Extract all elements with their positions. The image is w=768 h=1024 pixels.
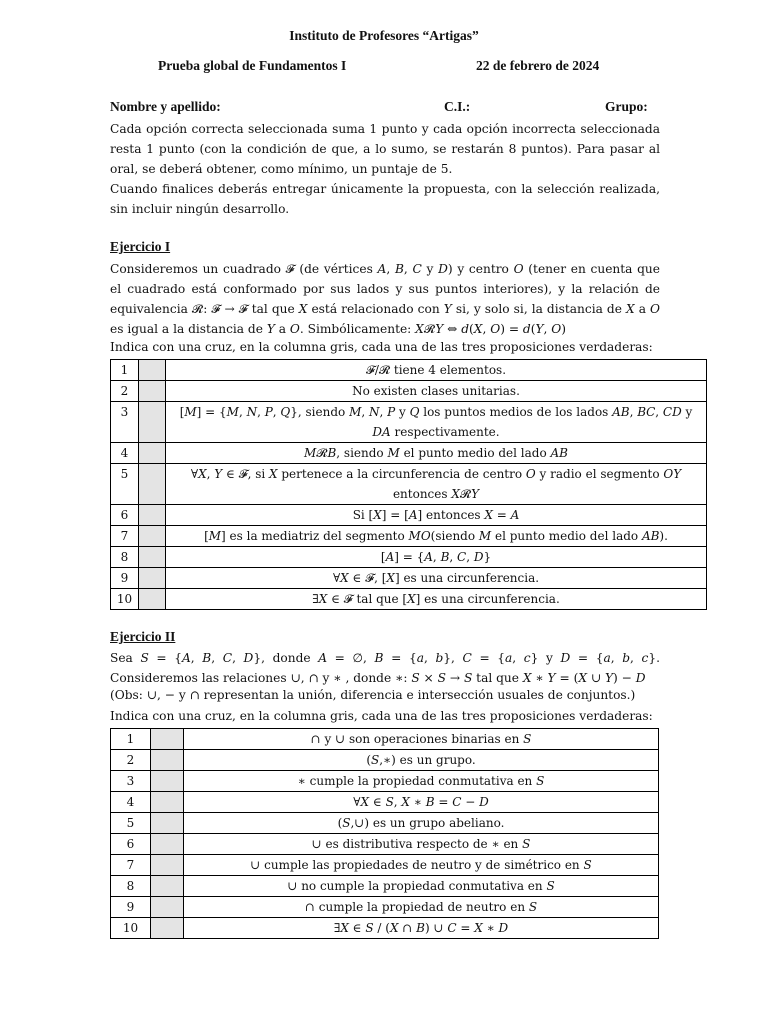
table-row [111, 547, 707, 568]
answer-checkbox-cell[interactable] [139, 464, 166, 505]
row-number: 2 [111, 750, 151, 771]
table-row [111, 855, 659, 876]
proposition-text: ∩ cumple la propiedad de neutro en 𝑆 [184, 897, 659, 918]
exercise2-statement: Sea 𝑆 = {𝐴, 𝐵, 𝐶, 𝐷}, donde 𝐴 = ∅, 𝐵 = {𝑎, 𝑏}, 𝐶 = {𝑎, 𝑐} y 𝐷 = {𝑎, 𝑏, 𝑐}. Consideremos las relaciones ∪, ∩ y ∗ , donde ∗: 𝑆 × 𝑆 → 𝑆 tal que 𝑋 ∗ 𝑌 = (𝑋 ∪ 𝑌) − 𝐷 [110, 651, 660, 685]
answer-checkbox-cell[interactable] [151, 876, 184, 897]
answer-checkbox-cell[interactable] [151, 813, 184, 834]
proposition-text: (𝑆,∗) es un grupo. [184, 750, 659, 771]
exam-title: Prueba global de Fundamentos I [158, 58, 347, 73]
row-number: 4 [111, 443, 139, 464]
proposition-text: ∩ y ∪ son operaciones binarias en 𝑆 [184, 729, 659, 750]
row-number: 10 [111, 589, 139, 610]
row-number: 9 [111, 897, 151, 918]
proposition-text: 𝑀𝓡𝐵, siendo 𝑀 el punto medio del lado 𝐴𝐵 [166, 443, 707, 464]
row-number: 4 [111, 792, 151, 813]
row-number: 2 [111, 381, 139, 402]
row-number: 6 [111, 834, 151, 855]
answer-checkbox-cell[interactable] [151, 792, 184, 813]
table-row [111, 792, 659, 813]
answer-checkbox-cell[interactable] [139, 402, 166, 443]
table-row [111, 505, 707, 526]
proposition-text: No existen clases unitarias. [166, 381, 707, 402]
answer-checkbox-cell[interactable] [151, 729, 184, 750]
table-row [111, 834, 659, 855]
proposition-text: ∃𝑋 ∈ 𝑆 / (𝑋 ∩ 𝐵) ∪ 𝐶 = 𝑋 ∗ 𝐷 [184, 918, 659, 939]
table-row [111, 813, 659, 834]
exercise2-table [110, 728, 659, 939]
exercise2-note: (Obs: ∪, − y ∩ representan la unión, diferencia e intersección usuales de conjuntos.) [110, 688, 636, 702]
proposition-text: ∃𝑋 ∈ 𝓕 tal que [𝑋] es una circunferencia. [166, 589, 707, 610]
row-number: 8 [111, 547, 139, 568]
answer-checkbox-cell[interactable] [139, 568, 166, 589]
table-row [111, 443, 707, 464]
table-row [111, 729, 659, 750]
row-number: 6 [111, 505, 139, 526]
answer-checkbox-cell[interactable] [151, 897, 184, 918]
proposition-text: ∪ no cumple la propiedad conmutativa en 𝑆 [184, 876, 659, 897]
table-row [111, 360, 707, 381]
table-row [111, 568, 707, 589]
table-row [111, 381, 707, 402]
proposition-text: ∀𝑋 ∈ 𝓕, [𝑋] es una circunferencia. [166, 568, 707, 589]
answer-checkbox-cell[interactable] [139, 589, 166, 610]
proposition-text: [𝑀] es la mediatriz del segmento 𝑀𝑂(siendo 𝑀 el punto medio del lado 𝐴𝐵). [166, 526, 707, 547]
answer-checkbox-cell[interactable] [139, 526, 166, 547]
proposition-text: ∪ es distributiva respecto de ∗ en 𝑆 [184, 834, 659, 855]
proposition-text: ∪ cumple las propiedades de neutro y de simétrico en 𝑆 [184, 855, 659, 876]
proposition-text: ∀𝑋, 𝑌 ∈ 𝓕, si 𝑋 pertenece a la circunferencia de centro 𝑂 y radio el segmento 𝑂𝑌 entonces 𝑋𝓡𝑌 [166, 464, 707, 505]
row-number: 5 [111, 813, 151, 834]
table-row [111, 897, 659, 918]
table-row [111, 589, 707, 610]
table-row [111, 876, 659, 897]
proposition-text: ∀𝑋 ∈ 𝑆, 𝑋 ∗ 𝐵 = 𝐶 − 𝐷 [184, 792, 659, 813]
exam-date: 22 de febrero de 2024 [476, 58, 600, 73]
table-row [111, 402, 707, 443]
exercise1-title: Ejercicio I [110, 239, 171, 254]
exercise2-instruction: Indica con una cruz, en la columna gris, cada una de las tres proposiciones verdaderas: [110, 709, 653, 723]
row-number: 9 [111, 568, 139, 589]
proposition-text: (𝑆,∪) es un grupo abeliano. [184, 813, 659, 834]
proposition-text: [𝐴] = {𝐴, 𝐵, 𝐶, 𝐷} [166, 547, 707, 568]
proposition-text: Si [𝑋] = [𝐴] entonces 𝑋 = 𝐴 [166, 505, 707, 526]
row-number: 10 [111, 918, 151, 939]
row-number: 8 [111, 876, 151, 897]
row-number: 3 [111, 771, 151, 792]
name-field-label: Nombre y apellido: [110, 99, 221, 114]
exercise1-statement: Consideremos un cuadrado 𝓕 (de vértices 𝐴, 𝐵, 𝐶 y 𝐷) y centro 𝑂 (tener en cuenta que el cuadrado está conformado por sus lados y sus puntos interiores), y la relación de equivalencia 𝓡: 𝓕 → 𝓕 tal que 𝑋 está relacionado con 𝑌 si, y solo si, la distancia de 𝑋 a 𝑂 es igual a la distancia de 𝑌 a 𝑂. Simbólicamente: 𝑋𝓡𝑌 ⇔ 𝑑(𝑋, 𝑂) = 𝑑(𝑌, 𝑂) [110, 262, 660, 336]
row-number: 1 [111, 729, 151, 750]
proposition-text: ∗ cumple la propiedad conmutativa en 𝑆 [184, 771, 659, 792]
answer-checkbox-cell[interactable] [151, 750, 184, 771]
answer-checkbox-cell[interactable] [139, 505, 166, 526]
table-row [111, 771, 659, 792]
table-row [111, 526, 707, 547]
instructions [110, 119, 660, 219]
row-number: 5 [111, 464, 139, 505]
exercise1-instruction: Indica con una cruz, en la columna gris, cada una de las tres proposiciones verdaderas: [110, 340, 653, 354]
table-row [111, 750, 659, 771]
answer-checkbox-cell[interactable] [139, 443, 166, 464]
answer-checkbox-cell[interactable] [151, 918, 184, 939]
answer-checkbox-cell[interactable] [151, 834, 184, 855]
row-number: 7 [111, 855, 151, 876]
row-number: 1 [111, 360, 139, 381]
ci-field-label: C.I.: [444, 99, 471, 114]
answer-checkbox-cell[interactable] [139, 360, 166, 381]
row-number: 3 [111, 402, 139, 443]
proposition-text: 𝓕/𝓡 tiene 4 elementos. [166, 360, 707, 381]
answer-checkbox-cell[interactable] [139, 381, 166, 402]
instructions-delivery: Cuando finalices deberás entregar únicamente la propuesta, con la selección realizada, sin incluir ningún desarrollo. [110, 182, 660, 216]
answer-checkbox-cell[interactable] [151, 855, 184, 876]
group-field-label: Grupo: [605, 99, 648, 114]
exercise1-table [110, 359, 707, 610]
instructions-scoring: Cada opción correcta seleccionada suma 1 punto y cada opción incorrecta seleccionada resta 1 punto (con la condición de que, a lo sumo, se restarán 8 puntos). Para pasar al oral, se deberá obtener, como mínimo, un puntaje de 5. [110, 122, 660, 176]
table-row [111, 464, 707, 505]
answer-checkbox-cell[interactable] [151, 771, 184, 792]
exercise2-title: Ejercicio II [110, 629, 176, 644]
institution-title: Instituto de Profesores “Artigas” [289, 28, 479, 43]
row-number: 7 [111, 526, 139, 547]
table-row [111, 918, 659, 939]
proposition-text: [𝑀] = {𝑀, 𝑁, 𝑃, 𝑄}, siendo 𝑀, 𝑁, 𝑃 y 𝑄 los puntos medios de los lados 𝐴𝐵, 𝐵𝐶, 𝐶𝐷 y 𝐷𝐴 respectivamente. [166, 402, 707, 443]
answer-checkbox-cell[interactable] [139, 547, 166, 568]
